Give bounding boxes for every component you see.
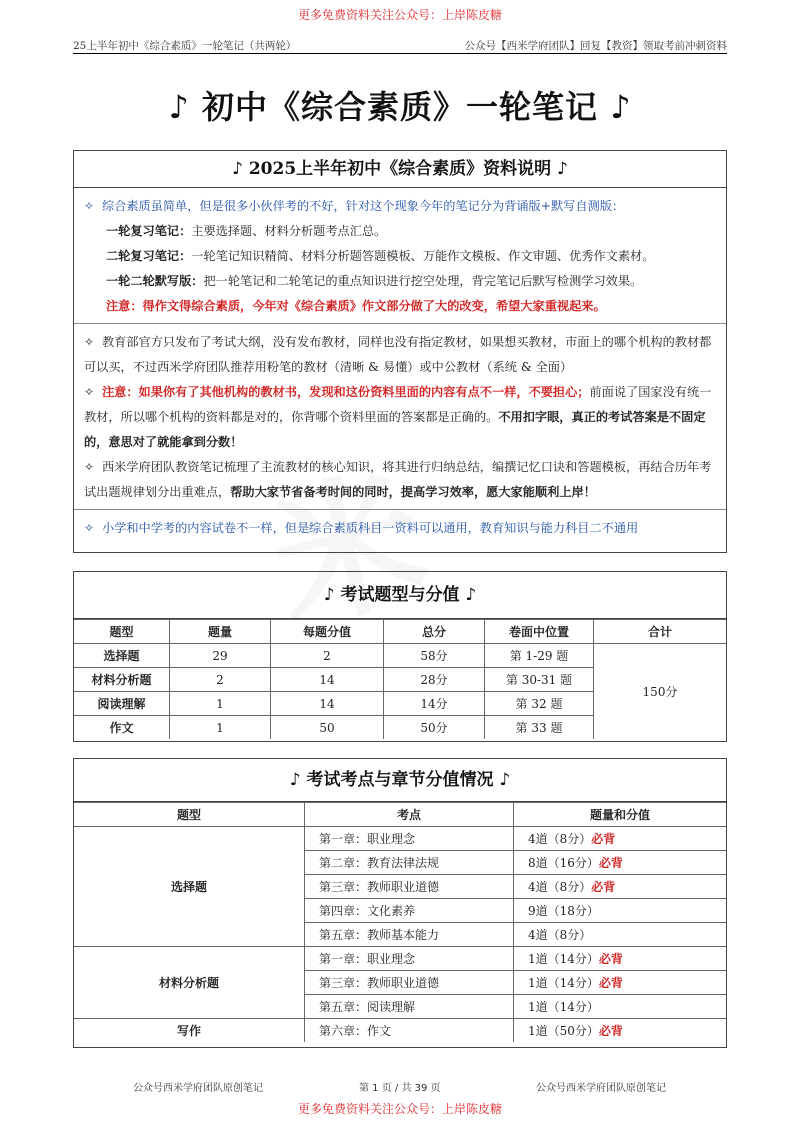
diamond-bullet-icon: ✧ (84, 385, 95, 399)
cell (514, 851, 727, 875)
score-text: 1道（50分） (528, 1024, 599, 1038)
intro-section-3 (74, 510, 726, 545)
score-text: 9道（18分） (528, 904, 599, 918)
footer-right: 公众号西米学府团队原创笔记 (536, 1083, 666, 1094)
cell: 14 (271, 692, 384, 716)
group-type: 选择题 (74, 827, 305, 947)
page-title: ♪ 初中《综合素质》一轮笔记 ♪ (168, 88, 632, 126)
must-badge: 必背 (591, 832, 616, 846)
cell (514, 947, 727, 971)
th-score: 题量和分值 (514, 803, 727, 827)
score-text: 1道（14分） (528, 952, 599, 966)
promo-banner-top: 更多免费资料关注公众号：上岸陈皮糖 (297, 8, 502, 22)
types-title: ♪ 考试题型与分值 ♪ (74, 572, 726, 619)
l2-body: 一轮笔记知识精简、材料分析题答题模板、万能作文模板、作文审题、优秀作文素材。 (191, 249, 655, 263)
th-type: 题型 (74, 803, 305, 827)
cell: 第三章：教师职业道德 (305, 875, 514, 899)
cell (514, 899, 727, 923)
table-row (74, 827, 726, 851)
s2-p2-mid: 前面说了国家没有统一教材，所以哪个机构的资料都是对的，你背哪个资料里面的答案都是正确的。 (84, 385, 712, 424)
must-badge: 必背 (598, 856, 623, 870)
cell: 50 (271, 716, 384, 740)
total-cell: 150分 (594, 644, 727, 740)
th-type: 题型 (74, 620, 170, 644)
chapters-title: ♪ 考试考点与章节分值情况 ♪ (74, 759, 726, 802)
cell: 材料分析题 (74, 668, 170, 692)
cell: 第 30-31 题 (485, 668, 594, 692)
must-badge: 必背 (598, 1024, 623, 1038)
score-text: 1道（14分） (528, 976, 599, 990)
cell: 第 33 题 (485, 716, 594, 740)
cell: 第五章：阅读理解 (305, 995, 514, 1019)
diamond-bullet-icon: ✧ (84, 521, 95, 535)
promo-banner-bottom: 更多免费资料关注公众号：上岸陈皮糖 (297, 1102, 502, 1116)
must-badge: 必背 (591, 880, 616, 894)
cell: 50分 (384, 716, 485, 740)
cell (514, 1019, 727, 1043)
cell (514, 995, 727, 1019)
score-text: 1道（14分） (528, 1000, 599, 1014)
intro-section-1 (74, 188, 726, 324)
cell: 第一章：职业理念 (305, 827, 514, 851)
types-table (74, 619, 726, 739)
cell: 第二章：教育法律法规 (305, 851, 514, 875)
cell: 29 (170, 644, 271, 668)
cell (514, 923, 727, 947)
header-left: 25上半年初中《综合素质》一轮笔记（共两轮） (73, 40, 297, 52)
cell: 阅读理解 (74, 692, 170, 716)
cell: 第六章：作文 (305, 1019, 514, 1043)
cell: 第四章：文化素养 (305, 899, 514, 923)
cell: 第 1-29 题 (485, 644, 594, 668)
s2-p1: 教育部官方只发布了考试大纲，没有发布教材，同样也没有指定教材，如果想买教材，市面上的哪个机构的教材都可以买，不过西米学府团队推荐用粉笔的教材（清晰 & 易懂）或中公教材（系统 & 全面） (84, 335, 712, 374)
th-count: 题量 (170, 620, 271, 644)
cell: 第三章：教师职业道德 (305, 971, 514, 995)
cell: 2 (170, 668, 271, 692)
types-header-row (74, 620, 726, 644)
s2-p3-b: 帮助大家节省备考时间的同时，提高学习效率，愿大家能顺利上岸！ (230, 485, 596, 499)
cell: 14分 (384, 692, 485, 716)
intro-title: ♪ 2025上半年初中《综合素质》资料说明 ♪ (74, 151, 726, 188)
diamond-bullet-icon: ✧ (84, 335, 95, 349)
s2-p2-red: 注意：如果你有了其他机构的教材书，发现和这份资料里面的内容有点不一样，不要担心； (102, 385, 590, 399)
chapters-header-row (74, 803, 726, 827)
s3-text: 小学和中学考的内容试卷不一样，但是综合素质科目一资料可以通用，教育知识与能力科目二不通用 (102, 521, 639, 535)
intro-lead: 综合素质虽简单，但是很多小伙伴考的不好，针对这个现象今年的笔记分为背诵版+默写自测版： (102, 199, 625, 213)
page-header (73, 35, 727, 54)
l3-body: 把一轮笔记和二轮笔记的重点知识进行挖空处理，背完笔记后默写检测学习效果。 (203, 274, 643, 288)
cell: 28分 (384, 668, 485, 692)
cell: 1 (170, 716, 271, 740)
types-box (73, 571, 727, 742)
cell: 作文 (74, 716, 170, 740)
cell: 选择题 (74, 644, 170, 668)
score-text: 4道（8分） (528, 832, 592, 846)
cell: 第五章：教师基本能力 (305, 923, 514, 947)
chapters-box (73, 758, 727, 1048)
group-type: 写作 (74, 1019, 305, 1043)
l3-head: 一轮二轮默写版： (106, 274, 204, 288)
cell: 第 32 题 (485, 692, 594, 716)
cell (514, 875, 727, 899)
s2-p3-a: 西米学府团队教资笔记梳理了主流教材的核心知识，将其进行归纳总结，编撰记忆口诀和答题模板，再结合历年考试出题规律划分出重难点， (84, 460, 712, 499)
cell: 1 (170, 692, 271, 716)
th-sum: 合计 (594, 620, 727, 644)
intro-box (73, 150, 727, 553)
intro-section-2 (74, 324, 726, 510)
score-text: 4道（8分） (528, 880, 592, 894)
header-right: 公众号【西米学府团队】回复【教资】领取考前冲刺资料 (464, 40, 727, 52)
footer-left: 公众号西米学府团队原创笔记 (133, 1083, 263, 1094)
th-pos: 卷面中位置 (485, 620, 594, 644)
chapters-table (74, 802, 726, 1042)
cell: 第一章：职业理念 (305, 947, 514, 971)
cell (514, 971, 727, 995)
diamond-bullet-icon: ✧ (84, 460, 95, 474)
th-total: 总分 (384, 620, 485, 644)
must-badge: 必背 (598, 976, 623, 990)
must-badge: 必背 (598, 952, 623, 966)
th-per: 每题分值 (271, 620, 384, 644)
table-row (74, 644, 726, 668)
score-text: 8道（16分） (528, 856, 599, 870)
page-number: 第 1 页 / 共 39 页 (359, 1083, 441, 1094)
intro-note: 注意：得作文得综合素质，今年对《综合素质》作文部分做了大的改变，希望大家重视起来。 (106, 299, 606, 313)
table-row (74, 1019, 726, 1043)
l1-head: 一轮复习笔记： (106, 224, 192, 238)
l1-body: 主要选择题、材料分析题考点汇总。 (191, 224, 387, 238)
cell: 2 (271, 644, 384, 668)
table-row (74, 947, 726, 971)
l2-head: 二轮复习笔记： (106, 249, 192, 263)
cell: 58分 (384, 644, 485, 668)
s2-p2-bold: 不用扣字眼，真正的考试答案是不固定的，意思对了就能拿到分数！ (84, 410, 706, 449)
diamond-bullet-icon: ✧ (84, 199, 95, 213)
th-point: 考点 (305, 803, 514, 827)
cell: 14 (271, 668, 384, 692)
score-text: 4道（8分） (528, 928, 592, 942)
cell (514, 827, 727, 851)
group-type: 材料分析题 (74, 947, 305, 1019)
